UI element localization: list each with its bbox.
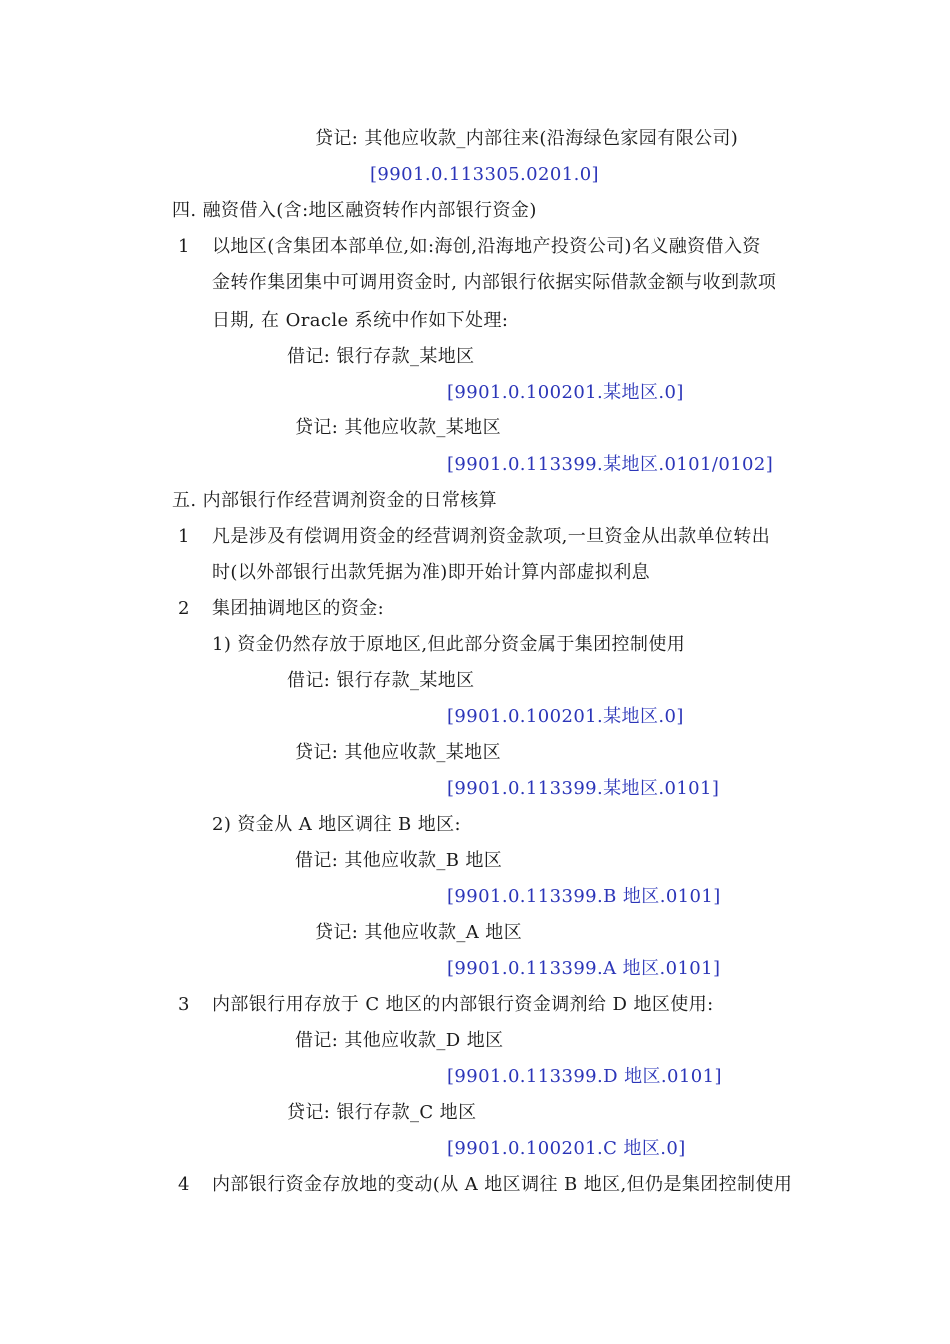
paragraph-line: 内部银行资金存放地的变动(从 A 地区调往 B 地区,但仍是集团控制使用 [212,1174,793,1195]
account-code: [9901.0.100201.某地区.0] [447,706,684,727]
credit-entry-line: 贷记: 其他应收款_内部往来(沿海绿色家园有限公司) [315,128,739,149]
account-code: [9901.0.113399.某地区.0101/0102] [447,454,774,475]
sub-item-line: 1) 资金仍然存放于原地区,但此部分资金属于集团控制使用 [212,634,686,655]
credit-entry-line: 贷记: 其他应收款_A 地区 [315,922,523,943]
paragraph-line: 时(以外部银行出款凭据为准)即开始计算内部虚拟利息 [212,562,651,583]
paragraph-line: 金转作集团集中可调用资金时, 内部银行依据实际借款金额与收到款项 [212,272,777,293]
section-heading-5: 五. 内部银行作经营调剂资金的日常核算 [172,490,498,511]
item-number: 2 [178,598,190,619]
sub-item-line: 2) 资金从 A 地区调往 B 地区: [212,814,461,835]
account-code: [9901.0.113399.B 地区.0101] [447,886,721,907]
account-code: [9901.0.113399.A 地区.0101] [447,958,721,979]
account-code: [9901.0.100201.某地区.0] [447,382,684,403]
debit-entry-line: 借记: 其他应收款_D 地区 [295,1030,504,1051]
credit-entry-line: 贷记: 银行存款_C 地区 [287,1102,477,1123]
item-number: 1 [178,236,190,257]
paragraph-line: 以地区(含集团本部单位,如:海创,沿海地产投资公司)名义融资借入资 [212,236,761,257]
account-code: [9901.0.113399.某地区.0101] [447,778,720,799]
debit-entry-line: 借记: 银行存款_某地区 [287,670,475,691]
section-heading-4: 四. 融资借入(含:地区融资转作内部银行资金) [172,200,537,221]
paragraph-line: 集团抽调地区的资金: [212,598,385,619]
paragraph-line: 凡是涉及有偿调用资金的经营调剂资金款项,一旦资金从出款单位转出 [212,526,771,547]
account-code: [9901.0.113399.D 地区.0101] [447,1066,722,1087]
account-code: [9901.0.100201.C 地区.0] [447,1138,686,1159]
credit-entry-line: 贷记: 其他应收款_某地区 [295,742,501,763]
credit-entry-line: 贷记: 其他应收款_某地区 [295,417,501,438]
paragraph-line: 内部银行用存放于 C 地区的内部银行资金调剂给 D 地区使用: [212,994,714,1015]
item-number: 3 [178,994,190,1015]
account-code: [9901.0.113305.0201.0] [370,164,599,185]
debit-entry-line: 借记: 其他应收款_B 地区 [295,850,503,871]
paragraph-line: 日期, 在 Oracle 系统中作如下处理: [212,310,509,331]
debit-entry-line: 借记: 银行存款_某地区 [287,346,475,367]
item-number: 1 [178,526,190,547]
item-number: 4 [178,1174,190,1195]
